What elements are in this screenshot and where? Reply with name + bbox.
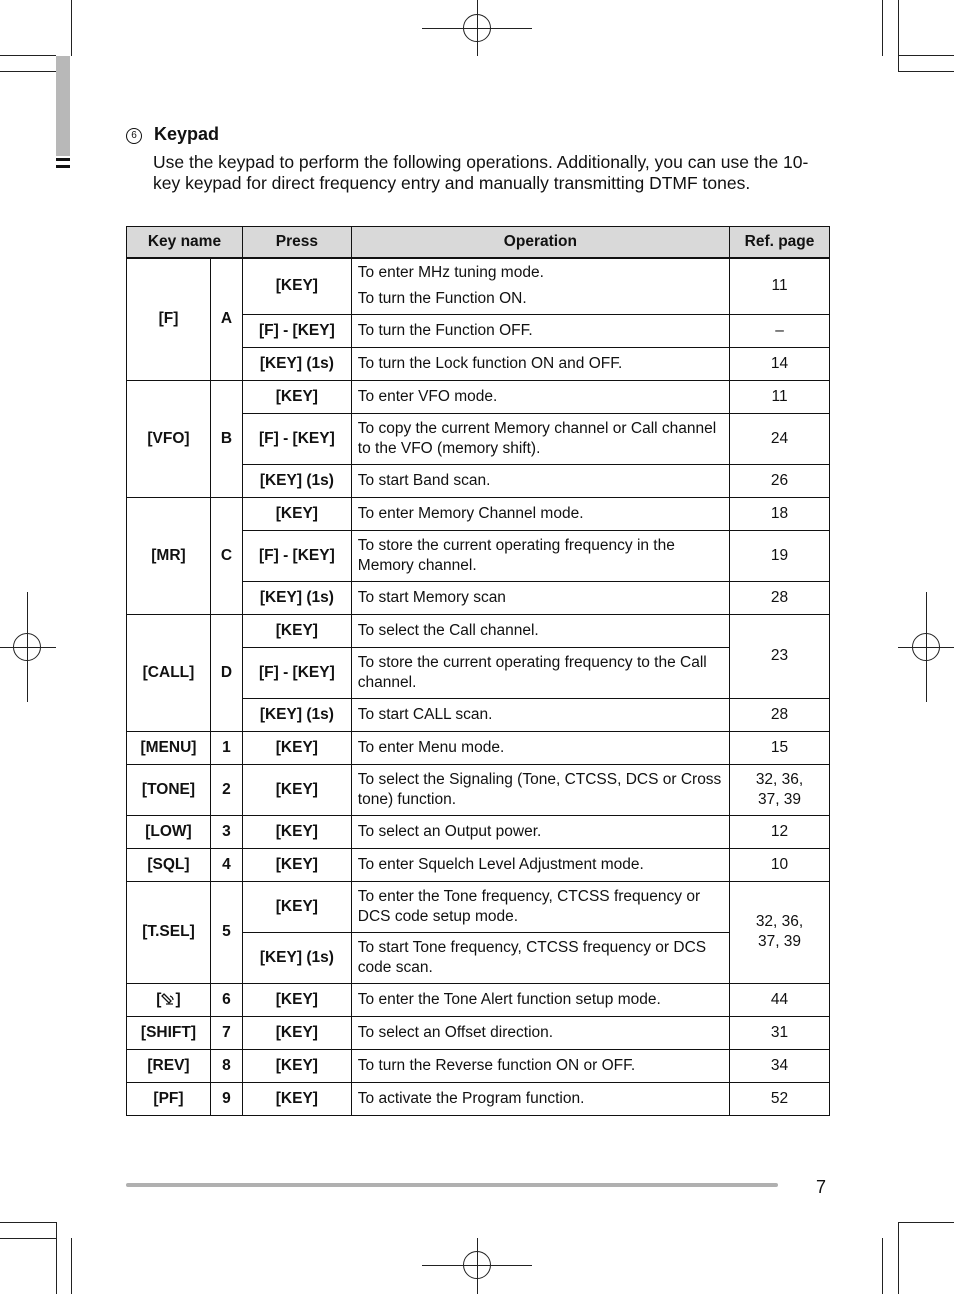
ref-page-cell <box>730 764 830 815</box>
key-name: [T.SEL] <box>127 881 211 983</box>
operation-cell: To enter Squelch Level Adjustment mode. <box>351 848 729 881</box>
press-cell: [KEY] <box>242 983 351 1016</box>
press-cell: [KEY] <box>242 258 351 314</box>
ref-page-cell: – <box>730 314 830 347</box>
operation-cell: To start Tone frequency, CTCSS frequency or DCS code scan. <box>351 932 729 983</box>
crop-mark <box>898 0 899 72</box>
key-name: [LOW] <box>127 815 211 848</box>
operation-cell: To store the current operating frequency to the Call channel. <box>351 647 729 698</box>
table-row <box>127 1082 830 1115</box>
press-cell: [KEY] <box>242 815 351 848</box>
header-operation: Operation <box>351 227 729 259</box>
press-cell: [F] - [KEY] <box>242 314 351 347</box>
table-row <box>127 1049 830 1082</box>
crop-mark <box>0 1222 56 1223</box>
operation-cell: To enter VFO mode. <box>351 380 729 413</box>
crop-mark <box>71 0 72 56</box>
table-row <box>127 497 830 530</box>
key-alt: 6 <box>210 983 242 1016</box>
key-alt: 5 <box>210 881 242 983</box>
crop-mark <box>0 55 56 56</box>
chapter-tab-line <box>56 158 70 161</box>
ref-page-cell: 19 <box>730 530 830 581</box>
ref-page-value: 32, 36, 37, 39 <box>755 913 804 950</box>
press-cell: [KEY] <box>242 848 351 881</box>
operation-line: To enter MHz tuning mode. <box>357 264 544 282</box>
table-row <box>127 614 830 647</box>
table-row <box>127 848 830 881</box>
press-cell: [KEY] (1s) <box>242 932 351 983</box>
registration-circle <box>13 633 41 661</box>
table-row <box>127 258 830 314</box>
operation-cell: To enter Memory Channel mode. <box>351 497 729 530</box>
key-alt: 1 <box>210 731 242 764</box>
section-heading <box>126 124 219 145</box>
key-name: [SHIFT] <box>127 1016 211 1049</box>
key-name: [MR] <box>127 497 211 614</box>
ref-page-cell: 24 <box>730 413 830 464</box>
key-alt: 9 <box>210 1082 242 1115</box>
crop-mark <box>56 1222 57 1294</box>
registration-circle <box>463 14 491 42</box>
ref-page-cell: 28 <box>730 698 830 731</box>
press-cell: [KEY] <box>242 497 351 530</box>
press-cell: [KEY] (1s) <box>242 464 351 497</box>
page-number: 7 <box>816 1177 827 1197</box>
key-alt: 8 <box>210 1049 242 1082</box>
registration-circle <box>912 633 940 661</box>
operation-line: To turn the Function ON. <box>357 290 527 308</box>
operation-cell: To enter the Tone Alert function setup mode. <box>351 983 729 1016</box>
press-cell: [F] - [KEY] <box>242 647 351 698</box>
operation-cell: To enter the Tone frequency, CTCSS frequency or DCS code setup mode. <box>351 881 729 932</box>
press-cell: [KEY] (1s) <box>242 698 351 731</box>
ref-page-cell: 18 <box>730 497 830 530</box>
press-cell: [KEY] <box>242 614 351 647</box>
ref-page-cell: 52 <box>730 1082 830 1115</box>
press-cell: [KEY] <box>242 1082 351 1115</box>
press-cell: [F] - [KEY] <box>242 413 351 464</box>
operation-cell: To select the Signaling (Tone, CTCSS, DCS or Cross tone) function. <box>351 764 729 815</box>
table-row <box>127 881 830 932</box>
press-cell: [F] - [KEY] <box>242 530 351 581</box>
ref-page-cell: 11 <box>730 380 830 413</box>
ref-page-cell: 44 <box>730 983 830 1016</box>
ref-page-cell: 34 <box>730 1049 830 1082</box>
key-alt: 2 <box>210 764 242 815</box>
ref-page-cell: 23 <box>730 614 830 698</box>
key-alt: B <box>210 380 242 497</box>
operation-cell: To start Band scan. <box>351 464 729 497</box>
press-cell: [KEY] <box>242 1049 351 1082</box>
operation-cell: To activate the Program function. <box>351 1082 729 1115</box>
key-name: [VFO] <box>127 380 211 497</box>
press-cell: [KEY] (1s) <box>242 347 351 380</box>
operation-cell: To store the current operating frequency in the Memory channel. <box>351 530 729 581</box>
key-name: [CALL] <box>127 614 211 731</box>
ref-page-cell: 26 <box>730 464 830 497</box>
key-alt: 3 <box>210 815 242 848</box>
key-name: [TONE] <box>127 764 211 815</box>
table-row <box>127 764 830 815</box>
crop-mark <box>898 1222 899 1294</box>
crop-mark <box>882 0 883 56</box>
key-name: [SQL] <box>127 848 211 881</box>
table-row <box>127 731 830 764</box>
press-cell: [KEY] <box>242 764 351 815</box>
operation-cell: To turn the Lock function ON and OFF. <box>351 347 729 380</box>
press-cell: [KEY] <box>242 1016 351 1049</box>
section-title: Keypad <box>154 124 220 144</box>
table-row <box>127 815 830 848</box>
table-header-row <box>127 227 830 259</box>
crop-mark <box>71 1238 72 1294</box>
crop-mark <box>898 55 954 56</box>
operation-cell: To copy the current Memory channel or Call channel to the VFO (memory shift). <box>351 413 729 464</box>
key-alt: 4 <box>210 848 242 881</box>
ref-page-cell: 28 <box>730 581 830 614</box>
table-row <box>127 1016 830 1049</box>
ref-page-cell: 15 <box>730 731 830 764</box>
key-name: [REV] <box>127 1049 211 1082</box>
operation-cell <box>351 258 729 314</box>
table-row <box>127 380 830 413</box>
key-alt: 7 <box>210 1016 242 1049</box>
operation-cell: To turn the Reverse function ON or OFF. <box>351 1049 729 1082</box>
section-number: 6 <box>126 128 142 144</box>
header-ref-page: Ref. page <box>730 227 830 259</box>
ref-page-cell: 11 <box>730 258 830 314</box>
ref-page-cell <box>730 881 830 983</box>
key-name: [F] <box>127 258 211 380</box>
press-cell: [KEY] <box>242 380 351 413</box>
operation-cell: To select an Output power. <box>351 815 729 848</box>
ref-page-cell: 10 <box>730 848 830 881</box>
key-name: [PF] <box>127 1082 211 1115</box>
press-cell: [KEY] <box>242 731 351 764</box>
crop-mark <box>0 1238 56 1239</box>
key-name: [ ] <box>127 983 211 1016</box>
press-cell: [KEY] (1s) <box>242 581 351 614</box>
operation-cell: To select an Offset direction. <box>351 1016 729 1049</box>
section-intro: Use the keypad to perform the following operations. Additionally, you can use the 10-key keypad for direct frequency entry and manually transmitting DTMF tones. <box>153 152 809 193</box>
bell-icon <box>161 992 175 1006</box>
table-row <box>127 983 830 1016</box>
keypad-table <box>126 226 830 1116</box>
footer-rule <box>126 1183 778 1187</box>
operation-cell: To select the Call channel. <box>351 614 729 647</box>
ref-page-cell: 31 <box>730 1016 830 1049</box>
operation-cell: To turn the Function OFF. <box>351 314 729 347</box>
registration-circle <box>463 1251 491 1279</box>
header-key-name: Key name <box>127 227 243 259</box>
key-alt: A <box>210 258 242 380</box>
ref-page-cell: 12 <box>730 815 830 848</box>
key-alt: C <box>210 497 242 614</box>
crop-mark <box>898 1222 954 1223</box>
crop-mark <box>882 1238 883 1294</box>
ref-page-value: 32, 36, 37, 39 <box>755 770 804 808</box>
operation-cell: To start Memory scan <box>351 581 729 614</box>
chapter-tab <box>56 56 70 156</box>
operation-cell: To start CALL scan. <box>351 698 729 731</box>
press-cell: [KEY] <box>242 881 351 932</box>
operation-cell: To enter Menu mode. <box>351 731 729 764</box>
ref-page-cell: 14 <box>730 347 830 380</box>
key-alt: D <box>210 614 242 731</box>
chapter-tab-line <box>56 165 70 168</box>
key-name: [MENU] <box>127 731 211 764</box>
crop-mark <box>898 71 954 72</box>
header-press: Press <box>242 227 351 259</box>
